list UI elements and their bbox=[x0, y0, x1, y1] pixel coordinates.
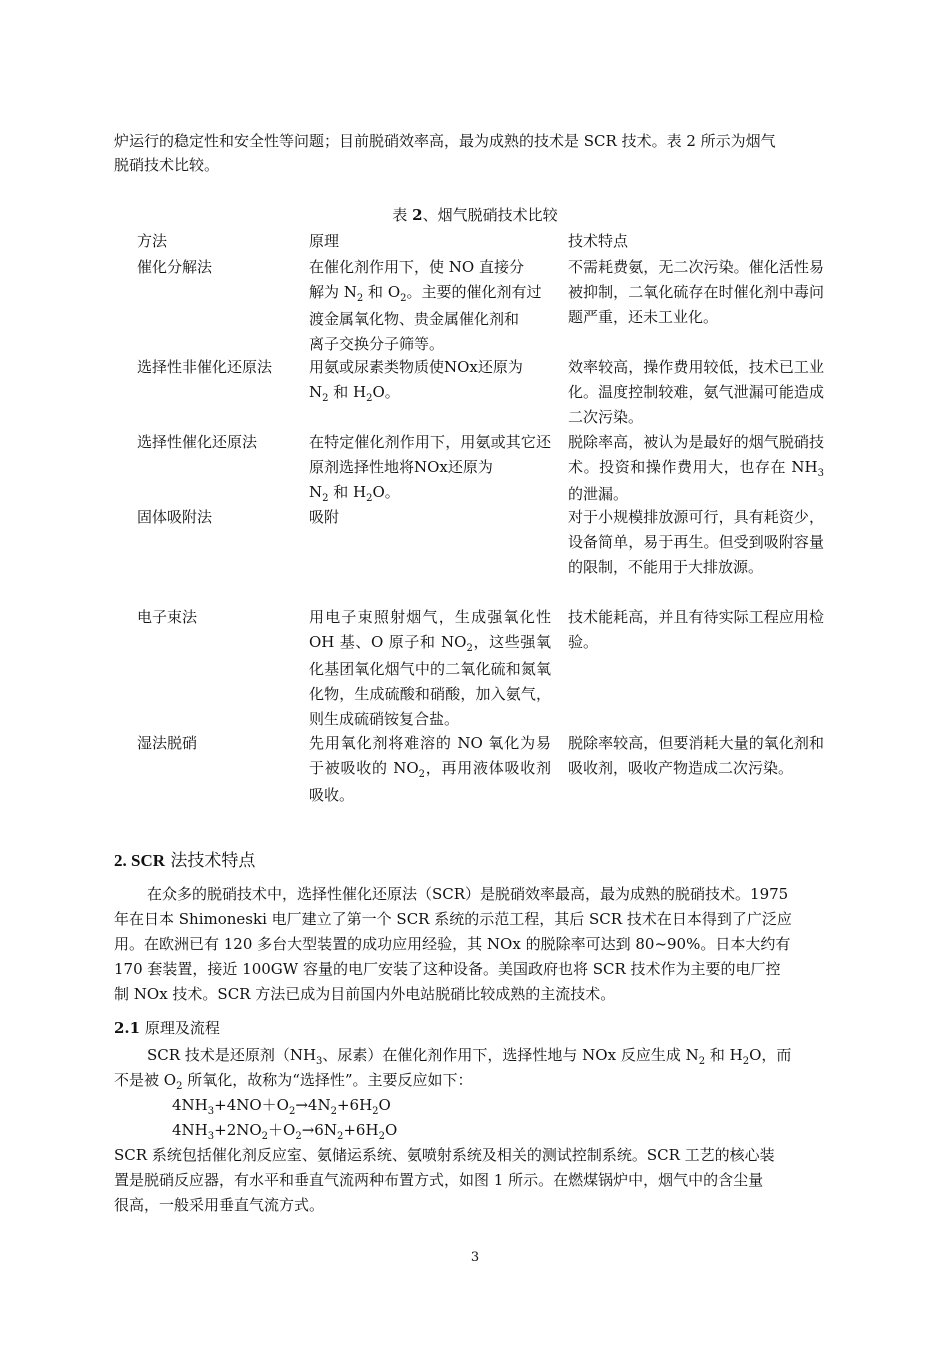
table-header-principle: 原理 bbox=[309, 232, 340, 250]
section-2-1-after-line-1: SCR 系统包括催化剂反应室、氨储运系统、氨喷射系统及相关的测试控制系统。SCR 工艺的核心装 bbox=[114, 1146, 775, 1164]
section-2-para-line-1: 在众多的脱硝技术中，选择性催化还原法（SCR）是脱硝效率最高，最为成熟的脱硝技术。1975 bbox=[147, 885, 789, 903]
table-row-4-principle: 吸附 bbox=[309, 508, 340, 526]
reaction-equation-2: $4NH_3+2NO_2+O_2\to 6N_2+6H_2O$ bbox=[172, 1121, 398, 1142]
table-row-4-method: 固体吸附法 bbox=[137, 508, 213, 526]
intro-line-2: 脱硝技术比较。 bbox=[114, 156, 220, 174]
table-caption: 表 2、烟气脱硝技术比较 bbox=[392, 206, 558, 224]
page-number: 3 bbox=[470, 1250, 480, 1265]
section-2-para-line-3: 用。在欧洲已有 120 多台大型装置的成功应用经验，其 NOx 的脱除率可达到 80~90%。日本大约有 bbox=[114, 935, 791, 953]
section-2-1-after-line-2: 置是脱硝反应器，有水平和垂直气流两种布置方式，如图 1 所示。在燃煤锅炉中，烟气中的含尘量 bbox=[114, 1171, 764, 1189]
table-header-features: 技术特点 bbox=[568, 232, 629, 250]
table-row-2-principle: 用氨或尿素类物质使NOx还原为 $N_2$ 和 $H_2O$。 bbox=[309, 358, 523, 404]
section-2-para-line-4: 170 套装置，接近 100GW 容量的电厂安装了这种设备。美国政府也将 SCR 技术作为主要的电厂控 bbox=[114, 960, 781, 978]
reaction-equation-1: $4NH_3+4NO+O_2\to 4N_2+6H_2O$ bbox=[172, 1096, 391, 1117]
table-row-3-method: 选择性催化还原法 bbox=[137, 433, 258, 451]
section-2-1-after-line-3: 很高，一般采用垂直气流方式。 bbox=[114, 1196, 325, 1214]
table-row-6-features: 脱除率较高，但要消耗大量的氧化剂和吸收剂，吸收产物造成二次污染。 bbox=[568, 734, 824, 777]
table-row-5-principle: 用电子束照射烟气，生成强氧化性 OH 基、O 原子和 $NO_2$，这些强氧化基团氧化烟气中的二氧化硫和氮氧化物，生成硫酸和硝酸，加入氨气，则生成硫硝铵复合盐。 bbox=[309, 608, 551, 728]
section-2-1-line-1: SCR 技术是还原剂（$NH_3$、尿素）在催化剂作用下，选择性地与 NOx 反应生成 $N_2$ 和 $H_2O$，而 bbox=[147, 1046, 792, 1067]
section-2-para-line-2: 年在日本 Shimoneski 电厂建立了第一个 SCR 系统的示范工程，其后 SCR 技术在日本得到了广泛应 bbox=[114, 910, 792, 928]
table-row-1-principle: 在催化剂作用下，使 NO 直接分 解为 $N_2$ 和 $O_2$。主要的催化剂有过 渡金属氧化物、贵金属催化剂和 离子交换分子筛等。 bbox=[309, 258, 542, 353]
table-row-6-method: 湿法脱硝 bbox=[137, 734, 198, 752]
table-row-3-features: 脱除率高，被认为是最好的烟气脱硝技术。投资和操作费用大，也存在 $NH_3$ 的泄漏。 bbox=[568, 433, 824, 503]
section-2-1-line-2: 不是被 $O_2$ 所氧化，故称为“选择性”。主要反应如下： bbox=[114, 1071, 473, 1092]
intro-line-1: 炉运行的稳定性和安全性等问题；目前脱硝效率高，最为成熟的技术是 SCR 技术。表 2 所示为烟气 bbox=[114, 132, 776, 150]
table-row-2-features: 效率较高，操作费用较低，技术已工业化。温度控制较难，氨气泄漏可能造成二次污染。 bbox=[568, 358, 824, 426]
table-row-2-method: 选择性非催化还原法 bbox=[137, 358, 273, 376]
table-row-5-features: 技术能耗高，并且有待实际工程应用检验。 bbox=[568, 608, 824, 651]
table-row-3-principle: 在特定催化剂作用下，用氨或其它还原剂选择性地将NOx还原为 $N_2$ 和 $H_2O$。 bbox=[309, 433, 551, 504]
table-row-5-method: 电子束法 bbox=[137, 608, 198, 626]
section-2-para-line-5: 制 NOx 技术。SCR 方法已成为目前国内外电站脱硝比较成熟的主流技术。 bbox=[114, 985, 616, 1003]
table-row-1-features: 不需耗费氨，无二次污染。催化活性易被抑制，二氧化硫存在时催化剂中毒问题严重，还未工业化。 bbox=[568, 258, 824, 326]
section-2-1-heading: 2.1 原理及流程 bbox=[114, 1019, 220, 1037]
table-header-method: 方法 bbox=[137, 232, 168, 250]
table-row-1-method: 催化分解法 bbox=[137, 258, 213, 276]
table-row-6-principle: 先用氧化剂将难溶的 NO 氧化为易于被吸收的 $NO_2$，再用液体吸收剂吸收。 bbox=[309, 734, 551, 804]
section-2-heading: 2. SCR 法技术特点 bbox=[114, 851, 256, 871]
table-row-4-features: 对于小规模排放源可行，具有耗资少，设备简单，易于再生。但受到吸附容量的限制，不能用于大排放源。 bbox=[568, 508, 824, 576]
